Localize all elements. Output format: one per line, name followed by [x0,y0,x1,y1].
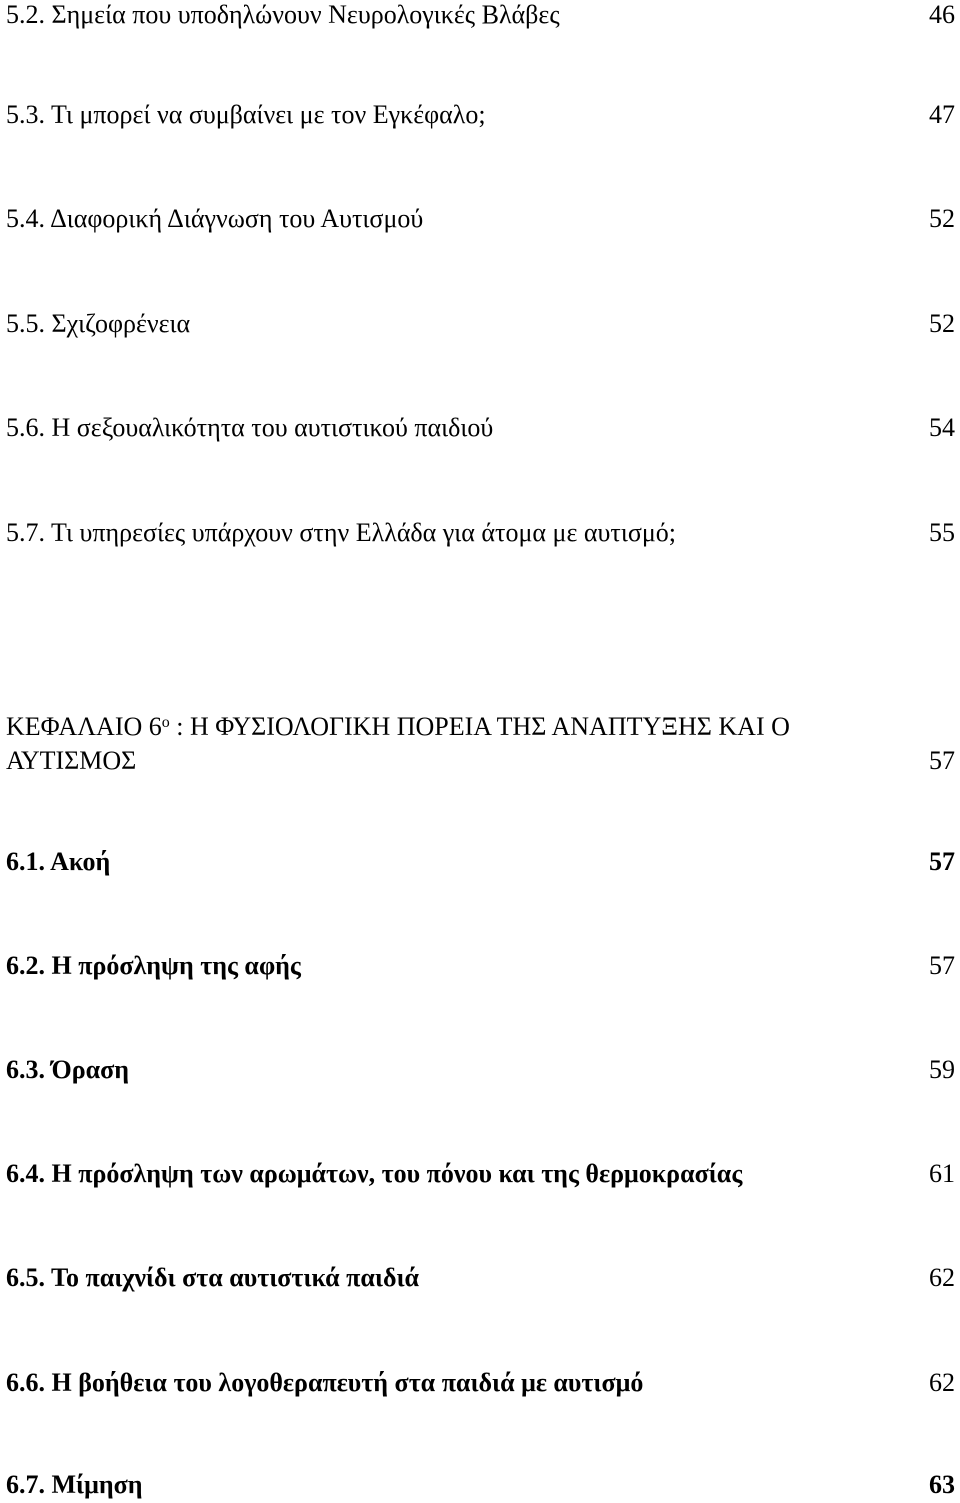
toc-entry-6-4 [6,1157,955,1191]
toc-entry-page: 57 [929,847,955,876]
toc-entry-title: 5.7. Τι υπηρεσίες υπάρχουν στην Ελλάδα για άτομα με αυτισμό; [6,518,677,547]
toc-entry-page: 57 [929,951,955,980]
chapter-title-part-1: : Η ΦΥΣΙΟΛΟΓΙΚΗ ΠΟΡΕΙΑ ΤΗΣ ΑΝΑΠΤΥΞΗΣ ΚΑΙ Ο [169,712,790,741]
toc-entry-6-2 [6,949,955,983]
toc-entry-title: 6.1. Ακοή [6,847,111,876]
toc-entry-title: 6.3. Όραση [6,1055,130,1084]
toc-entry-page: 62 [929,1263,955,1292]
toc-entry-6-6 [6,1366,955,1400]
toc-entry-page: 54 [929,413,955,442]
chapter-heading-line-1 [6,710,955,744]
toc-entry-page: 52 [929,309,955,338]
toc-entry-page: 61 [929,1159,955,1188]
toc-entry-5-5 [6,307,955,341]
toc-entry-page: 59 [929,1055,955,1084]
chapter-page: 57 [929,746,955,775]
toc-entry-page: 63 [929,1470,955,1499]
toc-entry-title: 6.5. Το παιχνίδι στα αυτιστικά παιδιά [6,1263,420,1292]
toc-entry-page: 55 [929,518,955,547]
toc-entry-title: 6.6. Η βοήθεια του λογοθεραπευτή στα παιδιά με αυτισμό [6,1368,644,1397]
toc-entry-title: 6.4. Η πρόσληψη των αρωμάτων, του πόνου και της θερμοκρασίας [6,1159,743,1188]
toc-entry-6-1 [6,845,955,879]
toc-entry-6-7 [6,1468,955,1502]
toc-entry-title: 5.6. Η σεξουαλικότητα του αυτιστικού παιδιού [6,413,494,442]
toc-entry-5-4 [6,202,955,236]
toc-entry-6-5 [6,1261,955,1295]
toc-entry-page: 46 [929,0,955,29]
toc-entry-page: 62 [929,1368,955,1397]
toc-entry-5-6 [6,411,955,445]
toc-entry-6-3 [6,1053,955,1087]
toc-entry-title: 6.7. Μίμηση [6,1470,143,1499]
toc-entry-page: 47 [929,100,955,129]
toc-entry-page: 52 [929,204,955,233]
toc-entry-title: 5.4. Διαφορική Διάγνωση του Αυτισμού [6,204,424,233]
toc-entry-title: 5.5. Σχιζοφρένεια [6,309,191,338]
toc-entry-5-3 [6,98,955,132]
toc-entry-title: 5.2. Σημεία που υποδηλώνουν Νευρολογικές Βλάβες [6,0,560,29]
chapter-heading [6,710,955,778]
chapter-prefix: ΚΕΦΑΛΑΙΟ 6 [6,712,162,741]
toc-entry-5-2 [6,0,955,32]
chapter-ordinal-superscript: ο [161,714,170,731]
chapter-title-part-2: ΑΥΤΙΣΜΟΣ [6,746,137,775]
toc-entry-title: 5.3. Τι μπορεί να συμβαίνει με τον Εγκέφαλο; [6,100,486,129]
toc-entry-title: 6.2. Η πρόσληψη της αφής [6,951,301,980]
chapter-heading-line-2 [6,744,955,778]
toc-entry-5-7 [6,516,955,550]
